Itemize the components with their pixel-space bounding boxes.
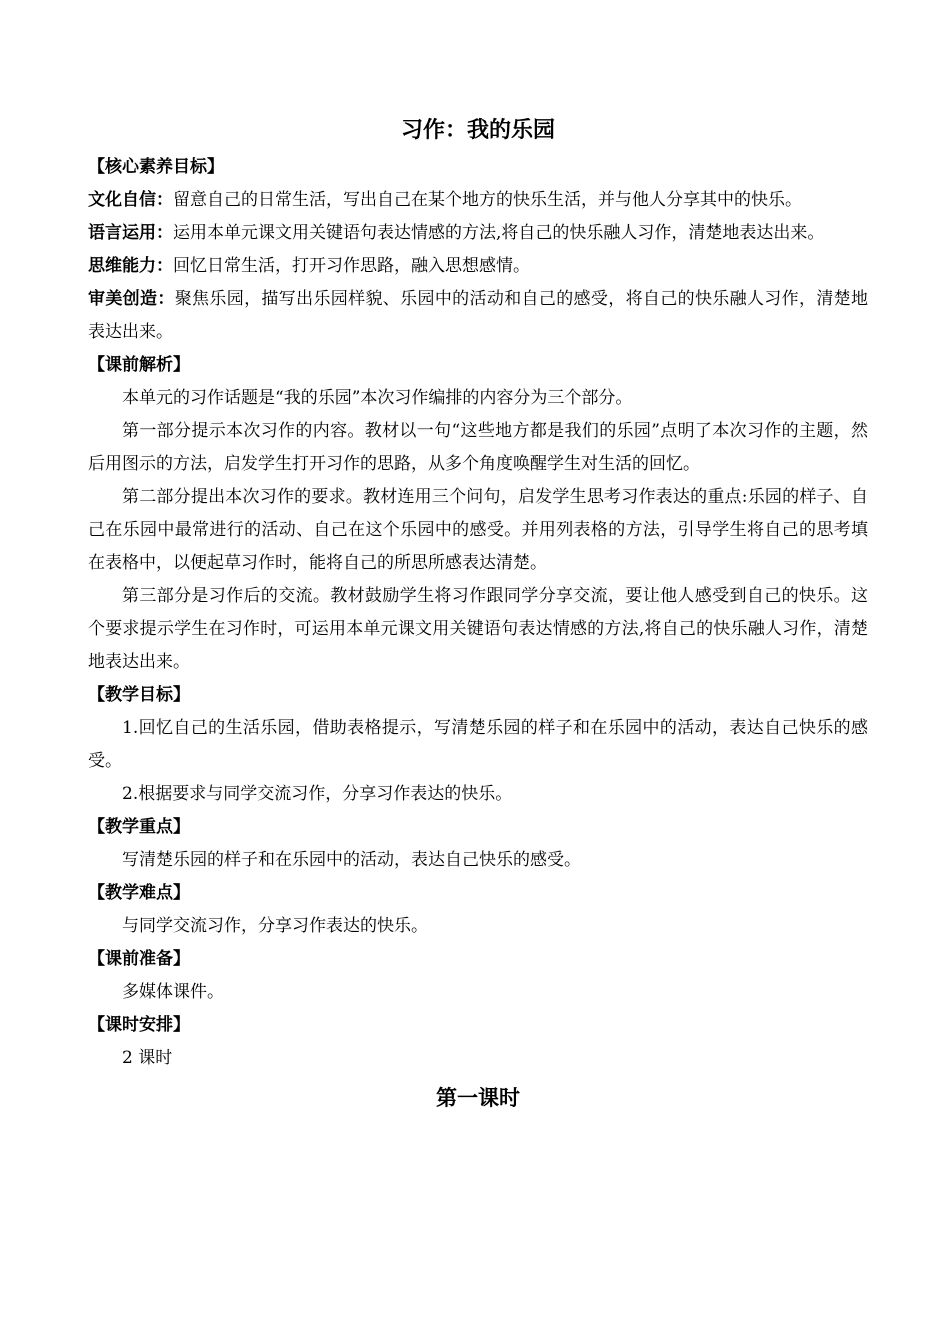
difficulties-text: 与同学交流习作，分享习作表达的快乐。 [122, 916, 428, 936]
pre-analysis-paragraph: 第一部分提示本次习作的内容。教材以一句“这些地方都是我们的乐园”点明了本次习作的主题，然后用图示的方法，启发学生打开习作的思路，从多个角度唤醒学生对生活的回忆。 [88, 421, 868, 474]
core-goal-label: 审美创造： [88, 289, 175, 309]
core-goal-label: 语言运用： [88, 223, 173, 243]
preparation-text: 多媒体课件。 [122, 982, 224, 1002]
core-goal-text: 运用本单元课文用关键语句表达情感的方法,将自己的快乐融人习作，清楚地表达出来。 [173, 223, 825, 243]
teaching-goals-heading: 【教学目标】 [88, 685, 190, 705]
teaching-goal-item: 1.回忆自己的生活乐园，借助表格提示，写清楚乐园的样子和在乐园中的活动，表达自己快乐的感受。 [88, 718, 868, 771]
pre-analysis-paragraph: 本单元的习作话题是“我的乐园”本次习作编排的内容分为三个部分。 [122, 388, 633, 408]
teaching-goal-item: 2.根据要求与同学交流习作，分享习作表达的快乐。 [122, 784, 513, 804]
core-goal-text: 留意自己的日常生活，写出自己在某个地方的快乐生活，并与他人分享其中的快乐。 [173, 190, 802, 210]
core-goal-text: 回忆日常生活，打开习作思路，融入思想感情。 [173, 256, 530, 276]
key-points-heading: 【教学重点】 [88, 817, 190, 837]
document-title: 习作：我的乐园 [400, 118, 555, 143]
core-goal-label: 文化自信： [88, 190, 173, 210]
schedule-heading: 【课时安排】 [88, 1015, 190, 1035]
pre-analysis-paragraph: 第三部分是习作后的交流。教材鼓励学生将习作跟同学分享交流，要让他人感受到自己的快乐。这个要求提示学生在习作时，可运用本单元课文用关键语句表达情感的方法,将自己的快乐融人习作，清楚地表达出来。 [88, 586, 868, 672]
schedule-text: 2 课时 [122, 1048, 173, 1068]
core-goal-aesthetic [88, 283, 868, 349]
preparation-heading: 【课前准备】 [88, 949, 190, 969]
key-points-text: 写清楚乐园的样子和在乐园中的活动，表达自己快乐的感受。 [122, 850, 581, 870]
core-goal-culture [88, 184, 868, 217]
core-goals-heading: 【核心素养目标】 [88, 157, 224, 177]
lesson-title: 第一课时 [436, 1086, 520, 1110]
document-page [88, 115, 868, 1115]
core-goal-thinking [88, 250, 868, 283]
core-goal-text: 聚焦乐园，描写出乐园样貌、乐园中的活动和自己的感受，将自己的快乐融人习作，清楚地表达出来。 [88, 289, 869, 342]
core-goal-language [88, 217, 868, 250]
core-goal-label: 思维能力： [88, 256, 173, 276]
difficulties-heading: 【教学难点】 [88, 883, 190, 903]
pre-analysis-paragraph: 第二部分提出本次习作的要求。教材连用三个问句，启发学生思考习作表达的重点:乐园的样子、自己在乐园中最常进行的活动、自己在这个乐园中的感受。并用列表格的方法，引导学生将自己的思考填在表格中，以便起草习作时，能将自己的所思所感表达清楚。 [88, 487, 868, 573]
pre-analysis-heading: 【课前解析】 [88, 355, 190, 375]
